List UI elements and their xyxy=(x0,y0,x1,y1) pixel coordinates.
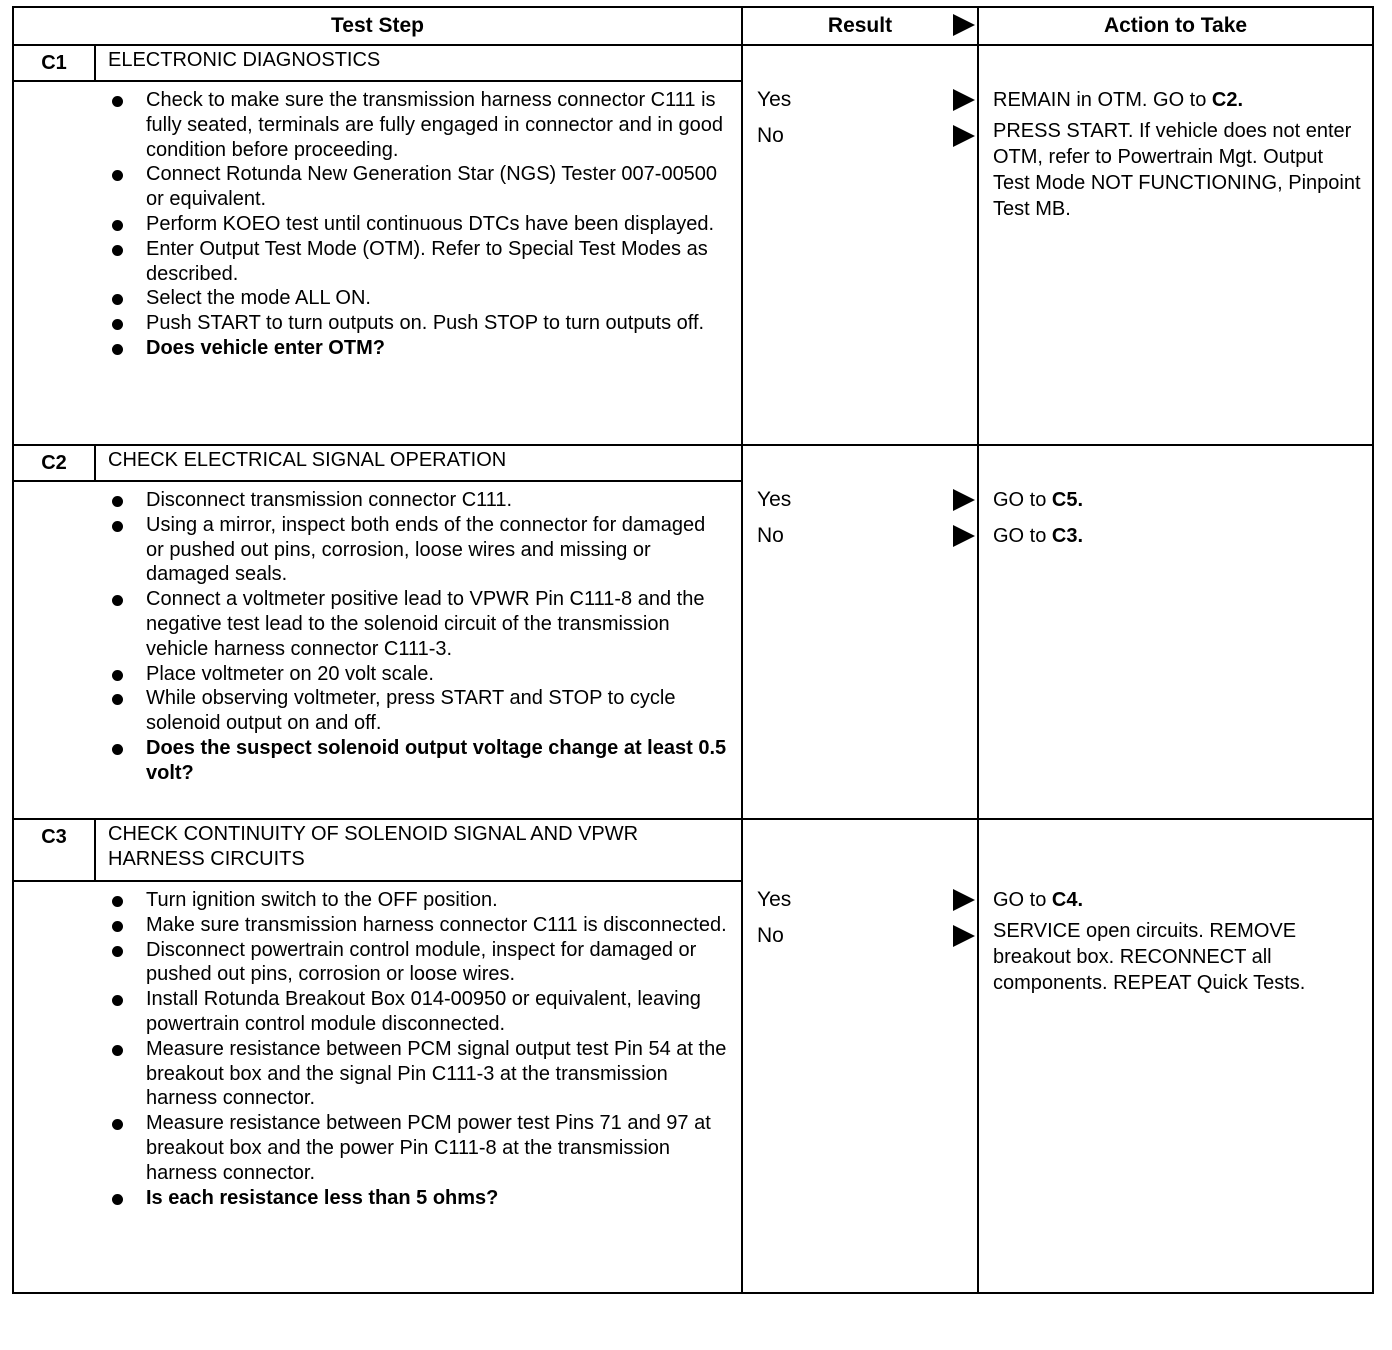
action-no: PRESS START. If vehicle does not enter OTM, refer to Powertrain Mgt. Output Test Mode NOT FUNCTIONING, Pinpoint Test MB. xyxy=(993,120,1361,220)
step-title-cell xyxy=(95,445,742,481)
list-item: Measure resistance between PCM power test Pins 71 and 97 at breakout box and the power Pin C111-8 at the transmission harness connector. xyxy=(108,1111,727,1185)
step-id: C1 xyxy=(13,45,95,81)
arrow-right-icon xyxy=(953,125,975,147)
header-test-step: Test Step xyxy=(13,7,742,45)
list-item: Place voltmeter on 20 volt scale. xyxy=(108,662,727,687)
result-cell xyxy=(742,445,978,819)
action-yes: GO to C4. xyxy=(993,889,1084,911)
step-c3-title-row xyxy=(13,819,1373,881)
list-item: Disconnect powertrain control module, inspect for damaged or pushed out pins, corrosion or loose wires. xyxy=(108,938,727,988)
result-no: No xyxy=(743,118,977,154)
action-cell xyxy=(978,45,1373,445)
step-body xyxy=(13,881,742,1293)
step-title: CHECK ELECTRICAL SIGNAL OPERATION xyxy=(108,449,507,471)
step-question: Is each resistance less than 5 ohms? xyxy=(108,1186,727,1211)
step-checklist xyxy=(14,88,727,361)
step-title-cell xyxy=(95,45,742,81)
list-item: Disconnect transmission connector C111. xyxy=(108,488,727,513)
list-item: Push START to turn outputs on. Push STOP to turn outputs off. xyxy=(108,311,727,336)
list-item: Perform KOEO test until continuous DTCs have been displayed. xyxy=(108,212,727,237)
action-no: SERVICE open circuits. REMOVE breakout box. RECONNECT all components. REPEAT Quick Tests. xyxy=(993,920,1306,994)
list-item: Connect a voltmeter positive lead to VPWR Pin C111-8 and the negative test lead to the solenoid circuit of the transmission vehicle harness connector C111-3. xyxy=(108,587,727,661)
result-cell xyxy=(742,819,978,1293)
result-no: No xyxy=(743,518,977,554)
step-question: Does the suspect solenoid output voltage change at least 0.5 volt? xyxy=(108,736,727,786)
header-row xyxy=(13,7,1373,45)
result-no: No xyxy=(743,918,977,954)
action-no: GO to C3. xyxy=(993,525,1084,547)
header-result xyxy=(742,7,978,45)
step-title-cell xyxy=(95,819,742,881)
result-yes: Yes xyxy=(743,882,977,918)
step-title: ELECTRONIC DIAGNOSTICS xyxy=(108,49,381,71)
step-id: C2 xyxy=(13,445,95,481)
list-item: Make sure transmission harness connector C111 is disconnected. xyxy=(108,913,727,938)
step-body xyxy=(13,481,742,819)
step-id: C3 xyxy=(13,819,95,881)
action-cell xyxy=(978,445,1373,819)
list-item: Connect Rotunda New Generation Star (NGS) Tester 007-00500 or equivalent. xyxy=(108,162,727,212)
step-c2-title-row xyxy=(13,445,1373,481)
action-yes: GO to C5. xyxy=(993,489,1084,511)
step-body xyxy=(13,81,742,445)
list-item: Install Rotunda Breakout Box 014-00950 or equivalent, leaving powertrain control module disconnected. xyxy=(108,987,727,1037)
list-item: Using a mirror, inspect both ends of the connector for damaged or pushed out pins, corrosion, loose wires and missing or damaged seals. xyxy=(108,513,727,587)
list-item: Enter Output Test Mode (OTM). Refer to Special Test Modes as described. xyxy=(108,237,727,287)
result-yes: Yes xyxy=(743,82,977,118)
step-c1-title-row xyxy=(13,45,1373,81)
result-yes: Yes xyxy=(743,482,977,518)
arrow-right-icon xyxy=(953,889,975,911)
arrow-right-icon xyxy=(953,525,975,547)
step-checklist xyxy=(14,888,727,1210)
arrow-right-icon xyxy=(953,489,975,511)
step-question: Does vehicle enter OTM? xyxy=(108,336,727,361)
arrow-right-icon xyxy=(953,14,975,36)
result-cell xyxy=(742,45,978,445)
arrow-right-icon xyxy=(953,89,975,111)
list-item: Measure resistance between PCM signal output test Pin 54 at the breakout box and the signal Pin C111-3 at the transmission harness connector. xyxy=(108,1037,727,1111)
action-yes: REMAIN in OTM. GO to C2. xyxy=(993,89,1244,111)
header-action: Action to Take xyxy=(978,7,1373,45)
diagnostic-table xyxy=(12,6,1372,1294)
list-item: Select the mode ALL ON. xyxy=(108,286,727,311)
list-item: Turn ignition switch to the OFF position. xyxy=(108,888,727,913)
arrow-right-icon xyxy=(953,925,975,947)
list-item: Check to make sure the transmission harness connector C111 is fully seated, terminals are fully engaged in connector and in good condition before proceeding. xyxy=(108,88,727,162)
step-checklist xyxy=(14,488,727,786)
list-item: While observing voltmeter, press START and STOP to cycle solenoid output on and off. xyxy=(108,686,727,736)
header-result-label: Result xyxy=(827,14,893,37)
action-cell xyxy=(978,819,1373,1293)
step-title: CHECK CONTINUITY OF SOLENOID SIGNAL AND VPWR HARNESS CIRCUITS xyxy=(108,823,639,870)
